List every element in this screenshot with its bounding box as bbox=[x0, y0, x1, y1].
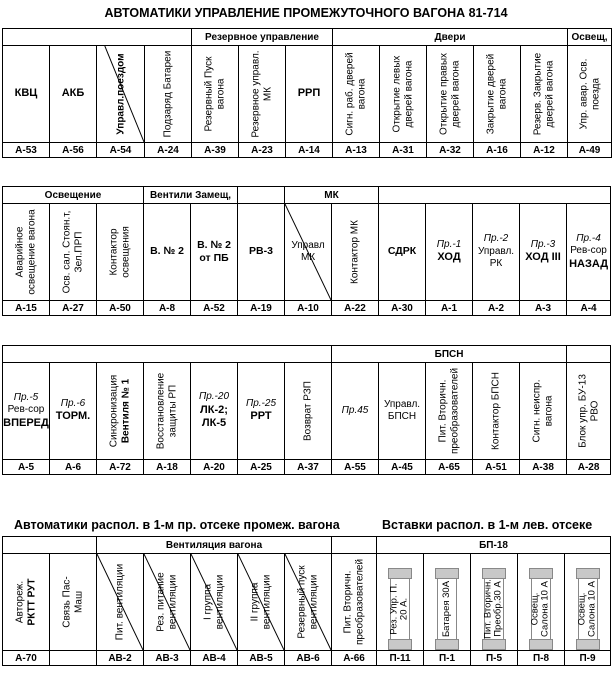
fuse-ref: Пр.-5 bbox=[13, 391, 39, 403]
fuse-code: П-5 bbox=[471, 651, 518, 666]
breaker-code: А-24 bbox=[145, 143, 192, 158]
breaker-label: Пит. Вторичн. преобразователей bbox=[437, 367, 461, 455]
breaker-code: А-19 bbox=[238, 301, 285, 316]
breaker-label: Резервное управл. МК bbox=[250, 50, 273, 138]
breaker-av2[interactable] bbox=[97, 554, 144, 651]
breaker-label: Аварийное освещение вагона bbox=[14, 209, 37, 295]
breaker-label: Управл.поездом bbox=[114, 53, 126, 135]
breaker-code: А-25 bbox=[238, 460, 285, 475]
page-title: АВТОМАТИКИ УПРАВЛЕНИЕ ПРОМЕЖУТОЧНОГО ВАГОНА 81-714 bbox=[104, 6, 508, 20]
breaker-a52[interactable] bbox=[191, 204, 238, 301]
breaker-label: Сигн. раб. дверей вагона bbox=[344, 52, 368, 136]
breaker-label: ТОРМ. bbox=[55, 410, 91, 423]
breaker-a22[interactable] bbox=[332, 204, 379, 301]
breaker-a72[interactable] bbox=[97, 363, 144, 460]
breaker-a4[interactable] bbox=[567, 204, 611, 301]
breaker-a37[interactable] bbox=[285, 363, 332, 460]
fuse-ref: Пр.-3 bbox=[530, 238, 556, 250]
breaker-label: Контактор МК bbox=[349, 220, 361, 284]
fuse-label: Освещ. Салона 10 А bbox=[529, 581, 551, 637]
fuse-icon bbox=[437, 568, 457, 650]
fuse-icon bbox=[484, 568, 504, 650]
breaker-label: II группа вентиляции bbox=[249, 574, 272, 630]
breaker-label-2: ЛК-5 bbox=[201, 417, 227, 430]
breaker-a55[interactable] bbox=[332, 363, 379, 460]
fuse-code: П-11 bbox=[377, 651, 424, 666]
breaker-code: А-37 bbox=[285, 460, 332, 475]
group-header-reserve: Резервное управление bbox=[192, 29, 333, 46]
section-title-compartment: Автоматики распол. в 1-м пр. отсеке промеж. вагона bbox=[14, 518, 340, 532]
breaker-label: ЛК-2; bbox=[200, 403, 228, 416]
breaker-code: А-3 bbox=[520, 301, 567, 316]
breaker-a25[interactable] bbox=[238, 363, 285, 460]
breaker-label: ХОД bbox=[437, 251, 461, 264]
panel-1 bbox=[2, 28, 610, 158]
breaker-label: КВЦ bbox=[14, 87, 38, 100]
breaker-code bbox=[50, 651, 97, 666]
group-header-empty bbox=[3, 29, 192, 46]
panel-2 bbox=[2, 186, 610, 316]
fuse-p5[interactable] bbox=[471, 554, 518, 651]
breaker-code: А-4 bbox=[567, 301, 611, 316]
breaker-code: А-2 bbox=[473, 301, 520, 316]
breaker-code: А-18 bbox=[144, 460, 191, 475]
breaker-a27[interactable] bbox=[50, 204, 97, 301]
breaker-code: А-20 bbox=[191, 460, 238, 475]
fuse-ref: Пр.-6 bbox=[60, 397, 86, 409]
panel-5 bbox=[376, 536, 610, 666]
breaker-code: А-72 bbox=[97, 460, 144, 475]
group-header-light: Освещ, bbox=[568, 29, 612, 46]
breaker-code: АВ-3 bbox=[144, 651, 191, 666]
breaker-a24[interactable] bbox=[145, 46, 192, 143]
breaker-a53[interactable] bbox=[3, 46, 50, 143]
breaker-a2[interactable] bbox=[473, 204, 520, 301]
breaker-code: А-30 bbox=[379, 301, 426, 316]
breaker-code: А-50 bbox=[97, 301, 144, 316]
breaker-code: А-51 bbox=[473, 460, 520, 475]
breaker-code: А-52 bbox=[191, 301, 238, 316]
panel-4 bbox=[2, 536, 376, 666]
breaker-code: А-14 bbox=[286, 143, 333, 158]
group-header-valves: Вентили Замещ, bbox=[144, 187, 238, 204]
breaker-label: РРТ bbox=[250, 410, 272, 423]
breaker-label: Контактор освещения bbox=[108, 226, 131, 278]
breaker-table-4 bbox=[2, 536, 377, 666]
fuse-code: П-8 bbox=[518, 651, 565, 666]
breaker-code: А-56 bbox=[50, 143, 97, 158]
breaker-code: А-5 bbox=[3, 460, 50, 475]
breaker-code: А-49 bbox=[568, 143, 612, 158]
breaker-label: Резервный Пуск вагона bbox=[203, 56, 226, 132]
breaker-a13[interactable] bbox=[333, 46, 380, 143]
breaker-av4[interactable] bbox=[191, 554, 238, 651]
breaker-a28[interactable] bbox=[567, 363, 611, 460]
breaker-label: Осв. сал. Стоян.т, Зел.ПРП bbox=[61, 210, 84, 294]
fuse-ref: Пр.-1 bbox=[436, 238, 462, 250]
breaker-code: А-54 bbox=[97, 143, 145, 158]
breaker-table-3 bbox=[2, 345, 611, 475]
diagonal-line bbox=[285, 204, 331, 300]
group-header-bp18: БП-18 bbox=[377, 537, 611, 554]
breaker-label: Рев-сор bbox=[570, 245, 607, 257]
breaker-a5[interactable] bbox=[3, 363, 50, 460]
breaker-label-2: Вентиля № 1 bbox=[120, 378, 131, 444]
breaker-label: Открытие правых дверей вагона bbox=[438, 52, 462, 136]
breaker-a1[interactable] bbox=[426, 204, 473, 301]
fuse-label: Освещ. Салона 10 А bbox=[576, 581, 598, 637]
breaker-label-2: БПСН bbox=[387, 411, 417, 422]
fuse-code: П-9 bbox=[565, 651, 611, 666]
breaker-label: АКБ bbox=[61, 87, 85, 100]
fuse-table bbox=[376, 536, 611, 666]
breaker-label-2: НАЗАД bbox=[569, 257, 609, 270]
breaker-a65[interactable] bbox=[426, 363, 473, 460]
breaker-code: А-32 bbox=[427, 143, 474, 158]
breaker-a66[interactable] bbox=[332, 554, 377, 651]
breaker-a31[interactable] bbox=[380, 46, 427, 143]
group-header-bpsn: БПСН bbox=[332, 346, 567, 363]
fuse-label: Пит. Вторичн. Преобр.30 А bbox=[482, 579, 504, 639]
breaker-label: Управл МК bbox=[291, 239, 325, 263]
breaker-a45[interactable] bbox=[379, 363, 426, 460]
fuse-label: Батарея 30А bbox=[440, 580, 452, 638]
fuse-p8[interactable] bbox=[518, 554, 565, 651]
breaker-a20[interactable] bbox=[191, 363, 238, 460]
group-header-empty bbox=[332, 537, 377, 554]
breaker-a14[interactable] bbox=[286, 46, 333, 143]
breaker-code: А-23 bbox=[239, 143, 286, 158]
group-header-mk: МК bbox=[285, 187, 379, 204]
fuse-ref: Пр.-4 bbox=[576, 232, 601, 244]
breaker-label: Синхронизация bbox=[108, 374, 120, 448]
breaker-code: А-70 bbox=[3, 651, 50, 666]
breaker-code: А-53 bbox=[3, 143, 50, 158]
breaker-code: А-6 bbox=[50, 460, 97, 475]
breaker-label: Связь Пас- Маш bbox=[61, 576, 84, 628]
fuse-code: П-1 bbox=[424, 651, 471, 666]
breaker-label: СДРК bbox=[387, 245, 417, 258]
breaker-a49[interactable] bbox=[568, 46, 612, 143]
breaker-code: АВ-6 bbox=[285, 651, 332, 666]
breaker-label: РВ-3 bbox=[249, 245, 273, 258]
group-header-empty bbox=[3, 346, 332, 363]
breaker-table-2 bbox=[2, 186, 611, 316]
breaker-label: Автореж. bbox=[14, 580, 26, 624]
breaker-code: А-38 bbox=[520, 460, 567, 475]
fuse-icon bbox=[578, 568, 598, 650]
breaker-av3[interactable] bbox=[144, 554, 191, 651]
breaker-code: А-28 bbox=[567, 460, 611, 475]
breaker-label: Резервный пуск вентиляции bbox=[296, 565, 320, 639]
group-header-empty bbox=[238, 187, 285, 204]
breaker-code: А-66 bbox=[332, 651, 377, 666]
fuse-ref: Пр.-2 bbox=[483, 233, 509, 245]
section-title-inserts: Вставки распол. в 1-м лев. отсеке bbox=[382, 518, 593, 532]
breaker-code: А-15 bbox=[3, 301, 50, 316]
breaker-code: АВ-2 bbox=[97, 651, 144, 666]
breaker-a10[interactable] bbox=[285, 204, 332, 301]
breaker-a3[interactable] bbox=[520, 204, 567, 301]
breaker-label: Пит. Вторичн. преобразователей bbox=[342, 558, 366, 646]
breaker-label: Восстановление защиты РП bbox=[155, 372, 178, 450]
breaker-code: А-55 bbox=[332, 460, 379, 475]
breaker-a51[interactable] bbox=[473, 363, 520, 460]
breaker-label: В. № 2 от ПБ bbox=[197, 238, 231, 264]
panel-3 bbox=[2, 345, 610, 475]
group-header-ventilation: Вентиляция вагона bbox=[97, 537, 332, 554]
breaker-label: В. № 2 bbox=[150, 245, 184, 258]
breaker-a15[interactable] bbox=[3, 204, 50, 301]
breaker-label-2: РКТТ РУТ bbox=[26, 578, 37, 626]
breaker-label: Управл. РК bbox=[477, 245, 515, 270]
breaker-a38[interactable] bbox=[520, 363, 567, 460]
breaker-code: А-12 bbox=[521, 143, 568, 158]
breaker-a70[interactable] bbox=[3, 554, 50, 651]
breaker-label: Упр. авар. Осв. поезда bbox=[578, 58, 601, 130]
breaker-label: Возврат РЗП bbox=[302, 381, 314, 441]
fuse-ref: Пр.45 bbox=[341, 404, 369, 416]
breaker-code: А-10 bbox=[285, 301, 332, 316]
breaker-label: Сигн. неиспр. вагона bbox=[531, 379, 555, 443]
group-header-light: Освещение bbox=[3, 187, 144, 204]
breaker-code: А-1 bbox=[426, 301, 473, 316]
fuse-label: Рез. Упр. П. 20 А. bbox=[388, 583, 410, 635]
breaker-a50[interactable] bbox=[97, 204, 144, 301]
breaker-a32[interactable] bbox=[427, 46, 474, 143]
breaker-label: Рез. питание вентиляции bbox=[155, 572, 178, 632]
breaker-label: Резерв. Закрытие дверей вагона bbox=[532, 52, 556, 136]
breaker-a30[interactable] bbox=[379, 204, 426, 301]
breaker-a6[interactable] bbox=[50, 363, 97, 460]
fuse-ref: Пр.-20 bbox=[198, 391, 230, 402]
fuse-ref: Пр.-25 bbox=[245, 397, 277, 409]
breaker-code: А-27 bbox=[50, 301, 97, 316]
breaker-code: А-39 bbox=[192, 143, 239, 158]
group-header-doors: Двери bbox=[333, 29, 568, 46]
breaker-a23[interactable] bbox=[239, 46, 286, 143]
breaker-a56[interactable] bbox=[50, 46, 97, 143]
breaker-label: Закрытие дверей вагона bbox=[485, 53, 509, 135]
breaker-code: А-13 bbox=[333, 143, 380, 158]
breaker-a8[interactable] bbox=[144, 204, 191, 301]
breaker-label: Контактор БПСН bbox=[490, 372, 502, 450]
breaker-label: Рев-сор bbox=[7, 404, 45, 416]
breaker-a19[interactable] bbox=[238, 204, 285, 301]
breaker-label: Пит. вентиляции bbox=[114, 563, 126, 641]
breaker-label-2: ВПЕРЕД bbox=[3, 416, 49, 429]
breaker-code: А-45 bbox=[379, 460, 426, 475]
breaker-label: РРП bbox=[297, 87, 321, 100]
fuse-icon bbox=[390, 568, 410, 650]
breaker-av5[interactable] bbox=[238, 554, 285, 651]
breaker-link[interactable] bbox=[50, 554, 97, 651]
breaker-a18[interactable] bbox=[144, 363, 191, 460]
breaker-code: АВ-5 bbox=[238, 651, 285, 666]
breaker-label: ХОД III bbox=[525, 251, 561, 264]
breaker-code: А-16 bbox=[474, 143, 521, 158]
breaker-a16[interactable] bbox=[474, 46, 521, 143]
fuse-p1[interactable] bbox=[424, 554, 471, 651]
fuse-icon bbox=[531, 568, 551, 650]
breaker-label: I группа вентиляции bbox=[202, 574, 225, 630]
fuse-p9[interactable] bbox=[565, 554, 611, 651]
group-header-empty bbox=[3, 537, 97, 554]
breaker-label: Управл. bbox=[383, 398, 421, 410]
breaker-code: А-31 bbox=[380, 143, 427, 158]
breaker-label: Подзаряд Батареи bbox=[162, 50, 174, 138]
group-header-empty bbox=[379, 187, 611, 204]
breaker-label: Блок упр. БУ-13 РВО bbox=[577, 374, 600, 448]
breaker-code: АВ-4 bbox=[191, 651, 238, 666]
breaker-a54[interactable] bbox=[97, 46, 145, 143]
breaker-av6[interactable] bbox=[285, 554, 332, 651]
breaker-a12[interactable] bbox=[521, 46, 568, 143]
breaker-code: А-65 bbox=[426, 460, 473, 475]
breaker-a39[interactable] bbox=[192, 46, 239, 143]
breaker-code: А-8 bbox=[144, 301, 191, 316]
fuse-p11[interactable] bbox=[377, 554, 424, 651]
group-header-empty bbox=[567, 346, 611, 363]
breaker-table-1 bbox=[2, 28, 612, 158]
breaker-code: А-22 bbox=[332, 301, 379, 316]
breaker-label: Открытие левых дверей вагона bbox=[391, 55, 415, 133]
